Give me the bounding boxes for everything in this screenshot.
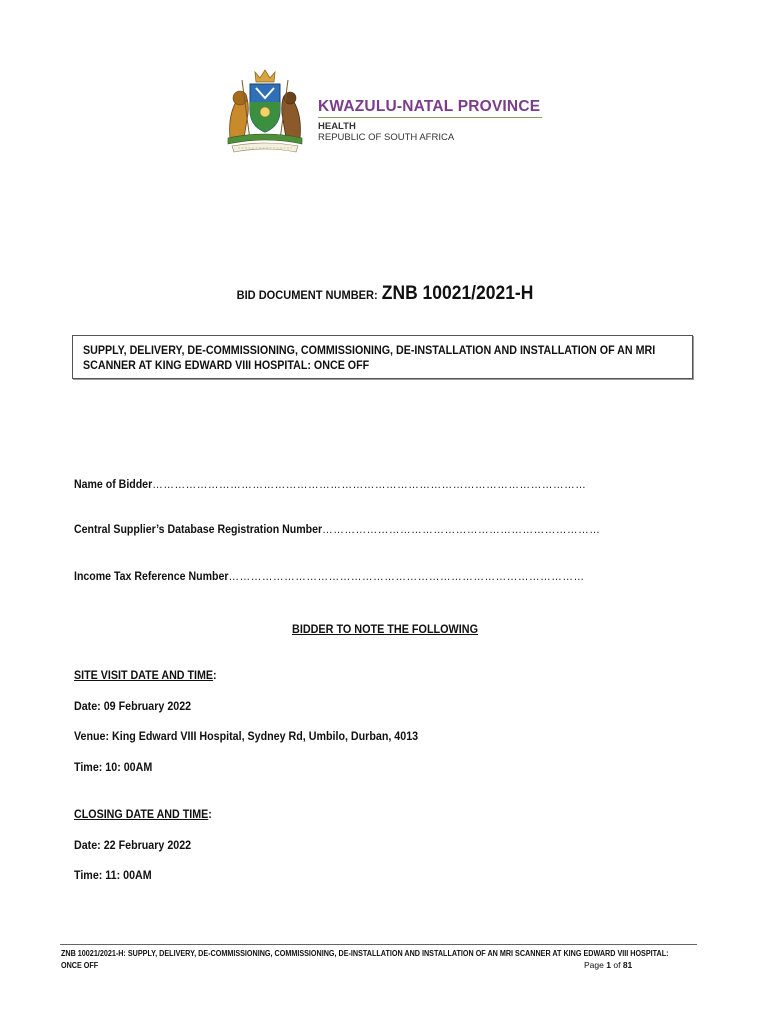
page-number [584, 960, 632, 970]
country-name: REPUBLIC OF SOUTH AFRICA [318, 132, 455, 143]
bidder-name-label: Name of Bidder [74, 479, 153, 491]
bid-title-box [72, 335, 693, 379]
closing-heading-text: CLOSING DATE AND TIME [74, 809, 209, 821]
site-visit-venue: Venue: King Edward VIII Hospital, Sydney Rd, Umbilo, Durban, 4013 [74, 731, 419, 743]
bidder-name-blank: ……………………………………………………………………………………………………… [152, 479, 587, 491]
site-visit-time: Time: 10: 00AM [74, 762, 153, 774]
tax-number-blank: …………………………………………………………………………………… [228, 571, 585, 583]
department-name: HEALTH [318, 121, 356, 132]
notice-heading: BIDDER TO NOTE THE FOLLOWING [292, 624, 478, 636]
bidder-name-field [74, 479, 586, 491]
csd-number-label: Central Supplier’s Database Registration Number [74, 524, 323, 536]
site-visit-heading [74, 670, 217, 682]
site-visit-heading-colon: : [213, 670, 217, 682]
bid-number-label: BID DOCUMENT NUMBER: [236, 288, 378, 302]
bid-title: SUPPLY, DELIVERY, DE-COMMISSIONING, COMMISSIONING, DE-INSTALLATION AND INSTALLATION OF AN MRI SCANNER AT KING EDWARD VIII HOSPITAL: ONCE OFF [83, 345, 656, 372]
tax-number-label: Income Tax Reference Number [74, 571, 229, 583]
tax-number-field [74, 571, 585, 583]
branding-divider [318, 117, 542, 118]
site-visit-heading-text: SITE VISIT DATE AND TIME [74, 670, 214, 682]
site-visit-date: Date: 09 February 2022 [74, 701, 192, 713]
page-total: 81 [622, 960, 633, 970]
province-name: KWAZULU-NATAL PROVINCE [318, 98, 541, 115]
coat-of-arms-logo [222, 68, 308, 156]
closing-time: Time: 11: 00AM [74, 870, 152, 882]
department-branding [318, 98, 542, 143]
closing-heading-colon: : [208, 809, 212, 821]
bid-document-number [31, 283, 739, 305]
closing-heading [74, 809, 212, 821]
page-word: Page [584, 960, 604, 970]
csd-number-field [74, 524, 600, 536]
csd-number-blank: ………………………………………………………………… [322, 524, 601, 536]
footer-divider [60, 944, 697, 945]
bid-number-value: ZNB 10021/2021-H [381, 283, 534, 304]
footer-text: ZNB 10021/2021-H: SUPPLY, DELIVERY, DE-COMMISSIONING, COMMISSIONING, DE-INSTALLATION AND INSTALLATION OF AN MRI SCANNER AT KING EDWARD VIII HOSPITAL: ONCE OFF [61, 949, 669, 970]
page-of: of [613, 960, 621, 970]
page-current: 1 [606, 960, 611, 970]
closing-date: Date: 22 February 2022 [74, 840, 192, 852]
